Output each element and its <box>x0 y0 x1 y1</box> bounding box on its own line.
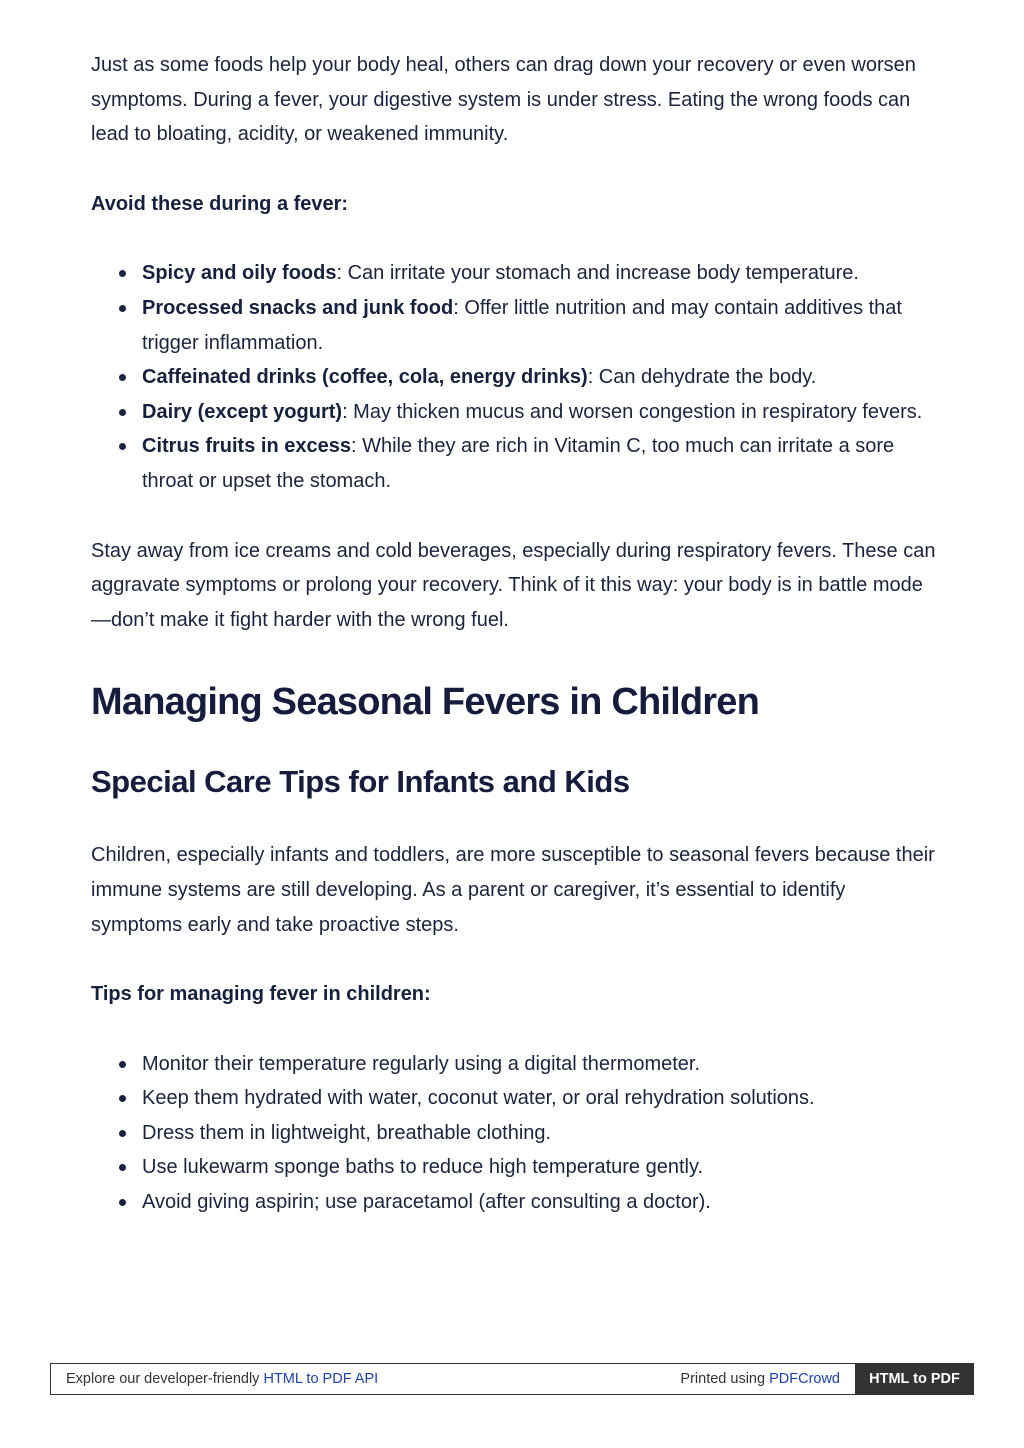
html-to-pdf-button[interactable]: HTML to PDF <box>855 1363 974 1395</box>
list-item: Monitor their temperature regularly using a digital thermometer. <box>142 1047 941 1082</box>
list-item <box>142 429 941 498</box>
sub-title: Special Care Tips for Infants and Kids <box>91 764 630 800</box>
list-item: Keep them hydrated with water, coconut water, or oral rehydration solutions. <box>142 1081 941 1116</box>
item-bold: Caffeinated drinks (coffee, cola, energy drinks) <box>142 366 588 389</box>
footer-right <box>680 1371 855 1387</box>
html-to-pdf-api-link[interactable]: HTML to PDF API <box>263 1371 379 1387</box>
item-bold: Spicy and oily foods <box>142 262 337 285</box>
tips-heading: Tips for managing fever in children: <box>91 983 431 1006</box>
footer-right-text: Printed using <box>680 1371 770 1387</box>
item-text: : While they are rich in Vitamin C, too much can irritate a sore throat or upset the stomach. <box>142 435 895 492</box>
avoid-list <box>91 256 941 498</box>
article-content <box>91 48 941 1220</box>
item-text: : Can irritate your stomach and increase body temperature. <box>336 262 859 285</box>
item-bold: Dairy (except yogurt) <box>142 400 343 423</box>
list-item <box>142 360 941 395</box>
list-item: Use lukewarm sponge baths to reduce high temperature gently. <box>142 1150 941 1185</box>
list-item <box>142 291 941 360</box>
pdf-footer-bar <box>50 1363 974 1395</box>
footer-left <box>51 1371 680 1387</box>
intro-paragraph: Just as some foods help your body heal, others can drag down your recovery or even worsen symptoms. During a fever, your digestive system is under stress. Eating the wrong foods can lead to bloating, acidity, or weakened immunity. <box>91 54 916 146</box>
item-bold: Processed snacks and junk food <box>142 296 454 319</box>
cold-beverages-paragraph: Stay away from ice creams and cold beverages, especially during respiratory fevers. These can aggravate symptoms or prolong your recovery. Think of it this way: your body is in battle mode—don’t make it fight harder with the wrong fuel. <box>91 539 936 631</box>
list-item: Dress them in lightweight, breathable clothing. <box>142 1116 941 1151</box>
tips-list <box>91 1047 941 1220</box>
item-text: : Can dehydrate the body. <box>587 366 817 389</box>
children-paragraph: Children, especially infants and toddlers, are more susceptible to seasonal fevers because their immune systems are still developing. As a parent or caregiver, it’s essential to identify symptoms early and take proactive steps. <box>91 844 935 936</box>
item-text: : May thicken mucus and worsen congestion in respiratory fevers. <box>342 400 923 423</box>
item-bold: Citrus fruits in excess <box>142 435 351 458</box>
avoid-heading: Avoid these during a fever: <box>91 192 349 215</box>
list-item <box>142 256 941 291</box>
list-item <box>142 395 941 430</box>
section-title: Managing Seasonal Fevers in Children <box>91 681 760 724</box>
footer-left-text: Explore our developer-friendly <box>66 1371 264 1387</box>
item-text: : Offer little nutrition and may contain additives that trigger inflammation. <box>142 296 902 354</box>
pdfcrowd-link[interactable]: PDFCrowd <box>769 1371 840 1387</box>
list-item: Avoid giving aspirin; use paracetamol (after consulting a doctor). <box>142 1185 941 1220</box>
